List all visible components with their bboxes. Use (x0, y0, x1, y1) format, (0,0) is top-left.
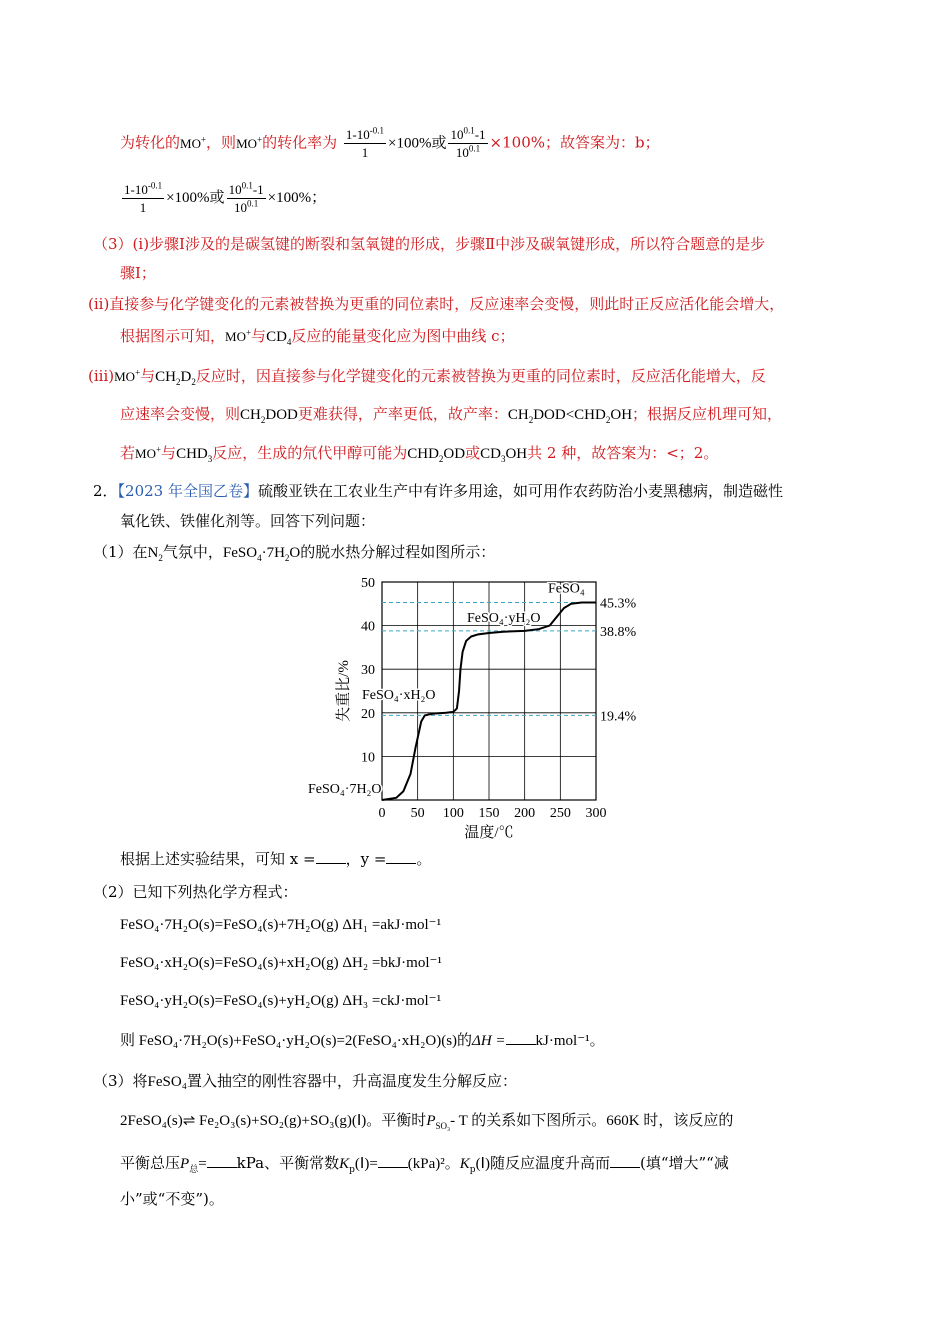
y-tick-label: 50 (361, 576, 375, 591)
fraction-2: $\frac{10^{0.1}-1}{10^{0.1}}$ (450, 125, 486, 160)
dehydration-chart (300, 570, 660, 840)
reference-label: 19.4% (600, 709, 637, 725)
x-tick-label: 50 (410, 806, 425, 821)
answer-blank-x[interactable] (316, 849, 346, 864)
para-isotope-effect: (ii)直接参与化学键变化的元素被替换为更重的同位素时，反应速率会变慢，则此时正反应活化能会增大， (88, 295, 785, 313)
question-2-header: 2．【2023 年全国乙卷】硫酸亚铁在工农业生产中有许多用途，如可用作农药防治小麦黑穗病，制造磁性 (93, 482, 784, 500)
curve-annotation: FeSO₄ (548, 581, 585, 597)
equation-3: FeSO₄·yH₂O(s)=FeSO₄(s)+yH₂O(g) ΔH₃ =ckJ·mol⁻¹ (120, 993, 442, 1009)
y-tick-label: 10 (361, 750, 375, 766)
answer-blank-dh[interactable] (506, 1030, 536, 1045)
x-tick-label: 300 (585, 806, 607, 821)
answer-blank-y[interactable] (386, 849, 416, 864)
chart-answer-line: 根据上述实验结果，可知 x = ，y = 。 (120, 850, 432, 868)
para-step-analysis-2: 骤Ⅰ； (120, 264, 156, 282)
para-step-analysis: （3）(i)步骤Ⅰ涉及的是碳氢键的断裂和氢氧键的形成，步骤Ⅱ中涉及碳氧键形成，所以符合题意的是步 (93, 235, 766, 253)
question-3-line2: 平衡总压$P_总=$ kPa、平衡常数$K_p(Ⅰ)= (kPa)^2$。$K_p(Ⅰ)$随反应温度升高而 (填“增大”“减 (120, 1154, 729, 1175)
para-deuterium-2: 应速率会变慢，则$CH_2DOD$更难获得，产率更低，故产率：$CH_2DOD<CHD_2OH$；根据反应机理可知， (120, 405, 783, 425)
sub-question-1: （1）在$N_2$气氛中，$FeSO_4\cdot 7H_2O$的脱水热分解过程如图所示： (93, 543, 496, 563)
curve-annotation: FeSO₄·7H₂O (308, 782, 382, 798)
source-tag: 【2023 年全国乙卷】 (117, 482, 258, 500)
reference-label: 45.3% (600, 596, 637, 612)
reaction-line: 2FeSO₄(s)⇌ Fe₂O₃(s)+SO₂(g)+SO₃(g)(Ⅰ)。平衡时$P_{SO_3}-$ T 的关系如下图所示。660K 时，该反应的 (120, 1113, 734, 1131)
answer-blank-kp[interactable] (378, 1153, 408, 1168)
para-conversion: 为转化的MO+，则MO+的转化率为 $\frac{1-10^{-0.1}}{1}$ ×100%或 $\frac{10^{0.1}-1}{10^{0.1}}$ ×100%；故答案为：b； (120, 125, 660, 160)
y-tick-label: 40 (361, 619, 375, 635)
y-axis-label: 失重比/% (336, 660, 352, 722)
sub-question-2: （2）已知下列热化学方程式： (93, 883, 298, 901)
equation-2: FeSO₄·xH₂O(s)=FeSO₄(s)+xH₂O(g) ΔH₂ =bkJ·mol⁻¹ (120, 955, 442, 971)
para-deuterium-3: 若MO+与$CHD_3$反应，生成的氘代甲醇可能为$CHD_2OD$或$CD_3OH$共 2 种，故答案为：<；2。 (120, 444, 719, 464)
fraction-1: $\frac{1-10^{-0.1}}{1}$ (345, 125, 384, 160)
question-3-line3: 小”或“不变”)。 (120, 1190, 224, 1208)
x-tick-label: 200 (514, 806, 536, 821)
x-tick-label: 0 (378, 806, 386, 821)
y-tick-label: 20 (361, 706, 375, 722)
fraction-3: $\frac{1-10^{-0.1}}{1}$ (124, 180, 163, 215)
reference-label: 38.8% (600, 624, 637, 640)
para-conversion-answer: $\frac{1-10^{-0.1}}{1}$ ×100%或 $\frac{10^{0.1}-1}{10^{0.1}}$ ×100%； (124, 180, 327, 215)
fraction-4: $\frac{10^{0.1}-1}{10^{0.1}}$ (228, 180, 264, 215)
para-isotope-effect-2: 根据图示可知，MO+与$CD_4$反应的能量变化应为图中曲线 c； (120, 327, 515, 347)
curve-annotation: FeSO₄·xH₂O (362, 687, 436, 703)
x-tick-label: 100 (442, 806, 464, 821)
answer-blank-trend[interactable] (610, 1153, 640, 1168)
x-axis-label: 温度/℃ (464, 825, 514, 840)
equation-1: FeSO₄·7H₂O(s)=FeSO₄(s)+7H₂O(g) ΔH₁ =akJ·mol⁻¹ (120, 917, 442, 933)
question-2-line2: 氧化铁、铁催化剂等。回答下列问题： (120, 512, 376, 530)
answer-blank-ptotal[interactable] (207, 1153, 237, 1168)
y-tick-label: 30 (361, 663, 375, 679)
curve-annotation: FeSO₄·yH₂O (467, 611, 541, 627)
x-tick-label: 250 (549, 806, 571, 821)
equation-4: 则 FeSO₄·7H₂O(s)+FeSO₄·yH₂O(s)=2(FeSO₄·xH₂O)(s)的ΔH = kJ·mol⁻¹。 (120, 1030, 605, 1052)
sub-question-3: （3）将FeSO₄置入抽空的刚性容器中，升高温度发生分解反应： (93, 1072, 517, 1090)
x-tick-label: 150 (478, 806, 500, 821)
para-deuterium: (iii)MO+与$CH_2D_2$反应时，因直接参与化学键变化的元素被替换为更重的同位素时，反应活化能增大，反 (88, 367, 766, 387)
